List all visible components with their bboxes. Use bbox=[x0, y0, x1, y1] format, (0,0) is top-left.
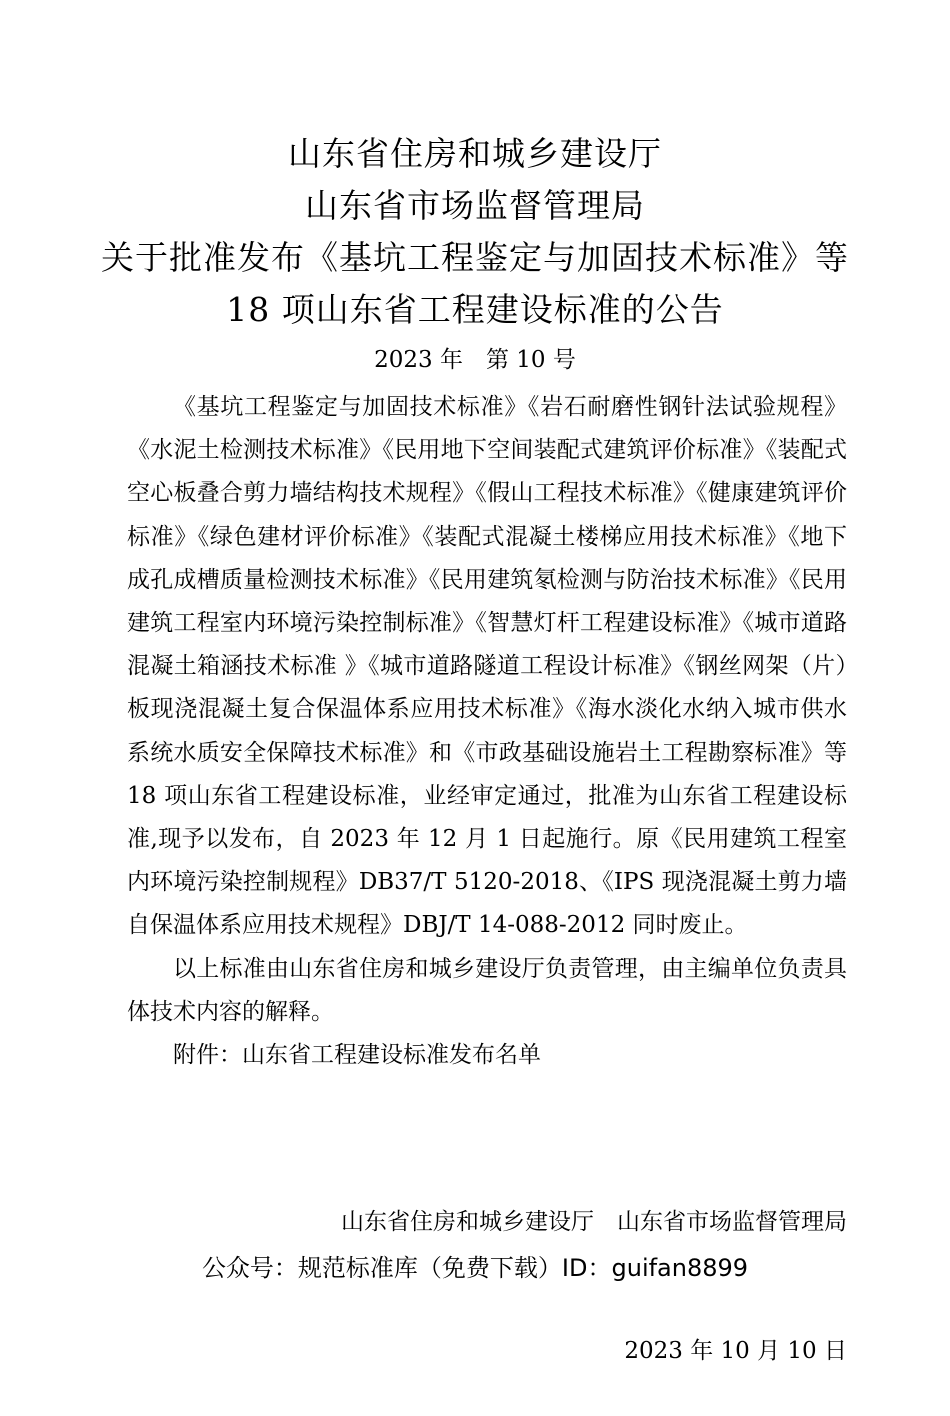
attachment-line: 附件：山东省工程建设标准发布名单 bbox=[173, 1042, 541, 1069]
document-body bbox=[127, 386, 847, 1077]
document-title bbox=[0, 128, 950, 336]
issuer-line-2: 山东省市场监督管理局 bbox=[305, 186, 645, 225]
signature-date: 2023 年 10 月 10 日 bbox=[624, 1338, 847, 1364]
issuer-line-1: 山东省住房和城乡建设厅 bbox=[288, 134, 662, 173]
signature-issuers: 山东省住房和城乡建设厅 山东省市场监督管理局 bbox=[341, 1209, 847, 1235]
footer-note: 公众号：规范标准库（免费下载）ID：guifan8899 bbox=[201, 1254, 749, 1282]
body-paragraph-1: 《基坑工程鉴定与加固技术标准》《岩石耐磨性钢针法试验规程》《水泥土检测技术标准》《民用地下空间装配式建筑评价标准》《装配式空心板叠合剪力墙结构技术规程》《假山工程技术标准》《健康建筑评价标准》《绿色建材评价标准》《装配式混凝土楼梯应用技术标准》《地下成孔成槽质量检测技术标准》《民用建筑氡检测与防治技术标准》《民用建筑工程室内环境污染控制标准》《智慧灯杆工程建设标准》《城市道路混凝土箱涵技术标准 》《城市道路隧道工程设计标准》《钢丝网架（片）板现浇混凝土复合保温体系应用技术标准》《海水淡化水纳入城市供水系统水质安全保障技术标准》和《市政基础设施岩土工程勘察标准》等 18 项山东省工程建设标准，业经审定通过，批准为山东省工程建设标准,现予以发布，自 2023 年 12 月 1 日起施行。原《民用建筑工程室内环境污染控制规程》DB37/T 5120-2018、《IPS 现浇混凝土剪力墙自保温体系应用技术规程》DBJ/T 14-088-2012 同时废止。 bbox=[127, 394, 847, 939]
title-line-2: 18 项山东省工程建设标准的公告 bbox=[226, 290, 724, 329]
document-number: 2023 年 第 10 号 bbox=[374, 347, 576, 373]
title-line-1: 关于批准发布《基坑工程鉴定与加固技术标准》等 bbox=[101, 238, 849, 277]
body-paragraph-2: 以上标准由山东省住房和城乡建设厅负责管理，由主编单位负责具体技术内容的解释。 bbox=[127, 955, 847, 1025]
